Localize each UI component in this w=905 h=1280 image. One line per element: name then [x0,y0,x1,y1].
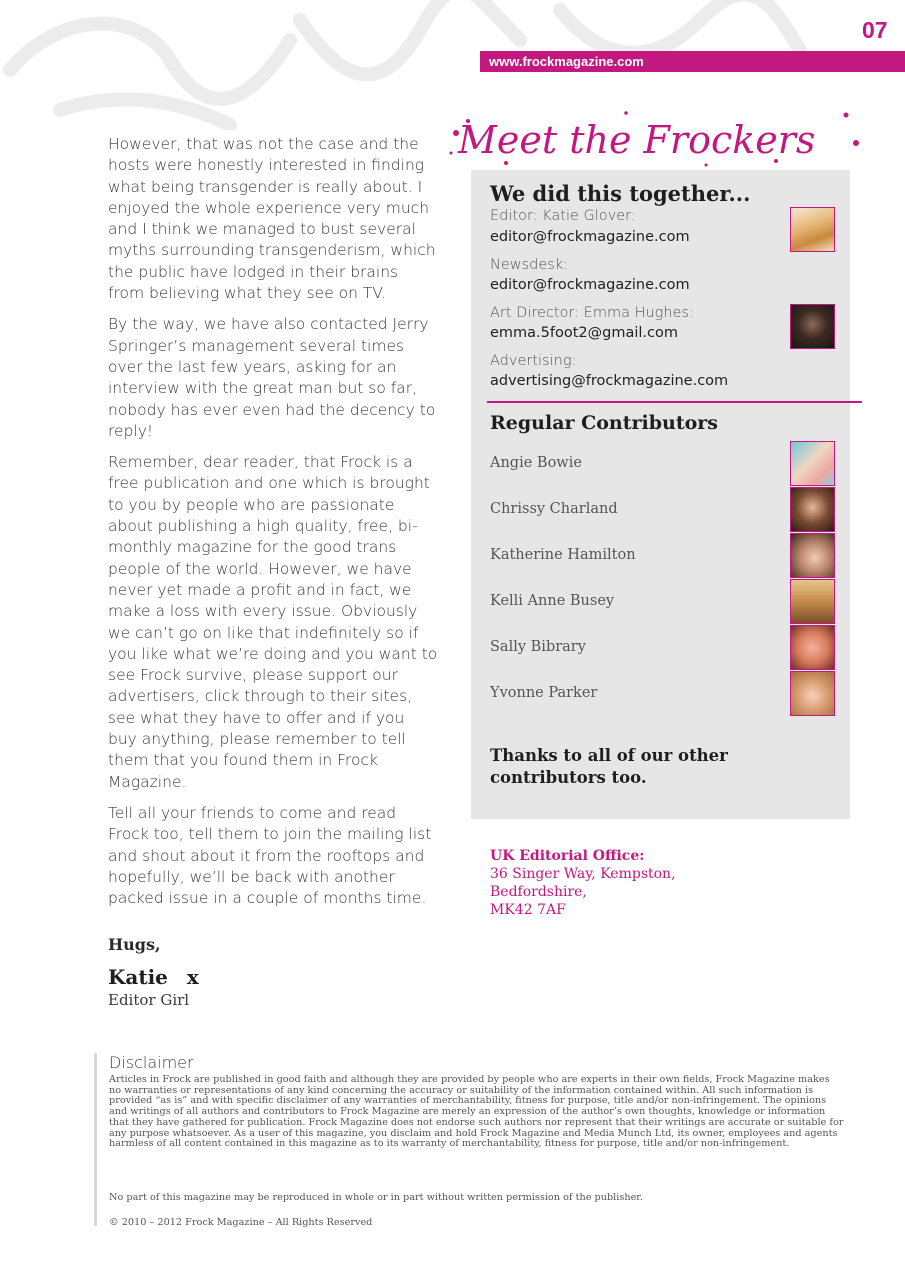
signature: Katie x [108,965,199,989]
contributor-name: Yvonne Parker [490,685,598,701]
office-address-line: Bedfordshire, [490,884,587,900]
office-label: UK Editorial Office: [490,848,645,864]
disclaimer-bar [94,1053,97,1226]
article-paragraph: Remember, dear reader, that Frock is a free publication and one which is brought to you by people who are passionate about publishing a high quality, free, bi-monthly magazine for the good trans people of the world. However, we have never yet made a profit and in fact, we make a loss with every issue. Obviously we can’t go on like that indefinitely so if you like what we’re doing and you want to see Frock survive, please support our advertisers, click through to their sites, see what they have to offer and if you buy anything, please remember to tell them that you found them in Frock Magazine. [108,453,438,791]
office-address-line: MK42 7AF [490,902,566,918]
contributor-name: Kelli Anne Busey [490,593,615,609]
staff-email-newsdesk[interactable]: editor@frockmagazine.com [490,277,690,293]
staff-email-advertising[interactable]: advertising@frockmagazine.com [490,373,729,389]
page-number: 07 [862,17,888,43]
contributors-heading: Regular Contributors [490,412,718,434]
no-reproduction-notice: No part of this magazine may be reproduced in whole or in part without written permission of the publisher. [109,1192,643,1203]
signature-role: Editor Girl [108,991,190,1009]
article-body [108,134,438,919]
staff-label-newsdesk: Newsdesk: [490,257,569,273]
contributor-name: Katherine Hamilton [490,547,636,563]
contributor-name: Sally Bibrary [490,639,586,655]
editor-photo [790,207,835,252]
staff-label-art-director: Art Director: Emma Hughes: [490,305,694,321]
sidebar-heading: We did this together... [490,181,751,206]
contributor-photo [790,441,835,486]
meet-title-text: Meet the Frockers [458,118,816,162]
contributor-photo [790,671,835,716]
staff-email-art-director[interactable]: emma.5foot2@gmail.com [490,325,678,341]
meet-the-frockers-title [446,103,866,173]
article-paragraph: By the way, we have also contacted Jerry Springer’s management several times over the last few years, asking for an interview with the great man but so far, nobody has ever even had the decency to reply! [108,315,436,440]
disclaimer-body: Articles in Frock are published in good faith and although they are provided by people who are experts in their own fields, Frock Magazine makes no warranties or representations of any kind concerning the accuracy or suitability of the information contained within. All such information is provided “as is” and with specific disclaimer of any warranties of merchantability, fitness for purpose, title and/or non-infringement. The opinions and writings of all authors and contributors to Frock Magazine are merely an expression of the author’s own thoughts, knowledge or information that they have gathered for publication. Frock Magazine does not endorse such authors nor represent that their writings are accurate or suitable for any purpose whatsoever. As a user of this magazine, you disclaim and hold Frock Magazine and Media Munch Ltd, its owner, employees and agents harmless of all content contained in this magazine as to its warranty of merchantability, fitness for purpose, title and/or non-infringement. [109,1074,844,1150]
contributor-photo [790,625,835,670]
contributor-name: Chrissy Charland [490,501,618,517]
article-paragraph: However, that was not the case and the hosts were honestly interested in finding what being transgender is really about. I enjoyed the whole experience very much and I think we managed to bust several myths surrounding transgenderism, which the public have lodged in their brains from believing what they see on TV. [108,135,436,303]
article-paragraph: Tell all your friends to come and read Frock too, tell them to join the mailing list and shout about it from the rooftops and hopefully, we’ll be back with another packed issue in a couple of months time. [108,803,432,908]
staff-email-editor[interactable]: editor@frockmagazine.com [490,229,690,245]
thanks-note: Thanks to all of our other contributors too. [490,746,728,787]
website-url[interactable]: www.frockmagazine.com [480,51,905,72]
signoff: Hugs, [108,935,161,954]
copyright-notice: © 2010 – 2012 Frock Magazine – All Rights Reserved [109,1217,373,1228]
disclaimer-title: Disclaimer [109,1053,194,1072]
staff-label-editor: Editor: Katie Glover: [490,208,636,224]
contributor-photo [790,579,835,624]
contributor-name: Angie Bowie [490,455,582,471]
art-director-photo [790,304,835,349]
contributor-photo [790,487,835,532]
staff-label-advertising: Advertising: [490,353,577,369]
contributor-photo [790,533,835,578]
office-address-line: 36 Singer Way, Kempston, [490,866,676,882]
section-divider [487,401,862,403]
